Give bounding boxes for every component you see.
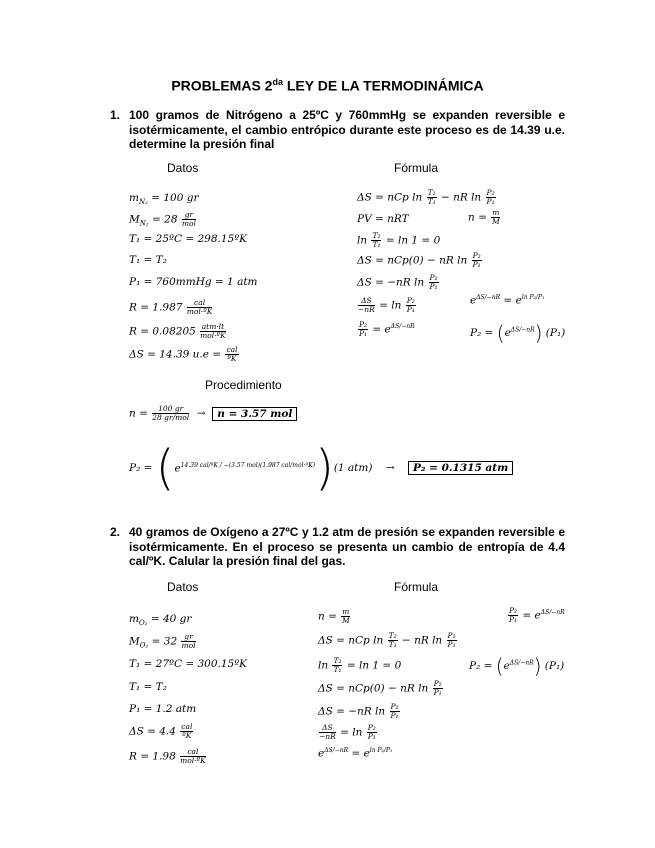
problem-1-statement: 100 gramos de Nitrógeno a 25ºC y 760mmHg se expanden reversible e isotérmicamente, el cambio entrópico durante este proceso es de 14.39 u.e. determine la presión final — [129, 108, 565, 151]
problem-1-number: 1. — [110, 108, 121, 122]
problem-2-formula-heading: Fórmula — [394, 580, 439, 594]
problem-2-statement: 40 gramos de Oxígeno a 27ºC y 1.2 atm de presión se expanden reversible e isotérmicamente. En el proceso se presenta un cambio de entropía de 4.4 cal/ºK. Calular la presión final del gas. — [129, 525, 565, 568]
n-result-box: n = 3.57 mol — [212, 407, 297, 421]
procedimiento-heading: Procedimiento — [205, 378, 282, 392]
problem-2-datos-heading: Datos — [167, 580, 199, 594]
problem-2-number: 2. — [110, 525, 121, 539]
p2-result-box: P₂ = 0.1315 atm — [408, 461, 513, 475]
problem-1-formula-heading: Fórmula — [394, 161, 439, 175]
problem-1-datos-heading: Datos — [167, 161, 199, 175]
page-title: PROBLEMAS $2^{da}$ LEY DE LA TERMODINÁMICA — [171, 77, 484, 94]
document-page: PROBLEMAS $2^{da}$ LEY DE LA TERMODINÁMICA 1. 100 gramos de Nitrógeno a 25ºC y 760mmHg se expanden reversible e isotérmicamente, el cambio entrópico durante este proceso es de 14.39 u.e. determine la presión final Datos Fórmula $m_{N_2} = 100$ gr $M_{N_2} = 28$ gr mol T₁ = 25ºC = 298.15ºK T₁ = T₂ P₁ = 760mmHg = 1 atm R = 1.987 cal mol·ºK R = 0.08205 atm·lt mol·ºK ΔS = 14.39 u.e = cal ºK ΔS = nCp ln $\frac{\text{T₂}}{\text{T₁}}$ − nR ln $\frac{\text{P₂}}{\text{P₁}}$ PV = nRT n = $\frac{m}{M}$ ln $\frac{\text{T₂}}{\text{T₁}}$ = ln 1 = 0 ΔS = nCp(0) − nR ln $\frac{\text{P₂}}{\text{P₁}}$ ΔS = −nR ln $\frac{\text{P₂}}{\text{P₁}}$ $\frac{\Delta S}{-nR}$ = ln $\frac{\text{P₂}}{\text{P₁}}$ $e^{\Delta S/-nR} = e^{ln P_2/P_1}$ $\frac{\text{P₂}}{\text{P₁}}$ = $e^{\Delta S/-nR}$ $P_2 = (e^{\Delta S/-nR})$ (P₁) Procedimiento n = 100 gr 28 gr/mol → n = 3.57 mol $P_2 = (e^{14.39 cal/ºK / -(3.57 mol)(1.987 cal/mol\cdot ºK)})(1$ atm) → P₂ = 0.1315 atm 2. 40 gramos de Oxígeno a 27ºC y 1.2 atm de presión se expanden reversible e isotérmicamente. En el proceso se presenta un cambio de entropía de 4.4 cal/ºK. Calular la presión final del gas. Datos Fórmula $m_{O_2} = 40$ gr $M_{O_2} = 32$ gr mol T₁ = 27ºC = 300.15ºK T₁ = T₂ P₁ = 1.2 atm ΔS = 4.4 cal ºK R = 1.98 cal mol·ºK n = $\frac{m}{M}$ $\frac{\text{P₂}}{\text{P₁}}$ = $e^{\Delta S/-nR}$ ΔS = nCp ln $\frac{\text{T₂}}{\text{T₁}}$ − nR ln $\frac{\text{P₂}}{\text{P₁}}$ ln $\frac{\text{T₂}}{\text{T₁}}$ = ln 1 = 0 $P_2 = (e^{\Delta S/-nR})$ (P₁) ΔS = nCp(0) − nR ln $\frac{\text{P₂}}{\text{P₁}}$ ΔS = −nR ln $\frac{\text{P₂}}{\text{P₁}}$ $\frac{\Delta S}{-nR}$ = ln $\frac{\text{P₂}}{\text{P₁}}$ $e^{\Delta S/-nR} = e^{ln P_2/P_1}$ — [0, 0, 655, 848]
